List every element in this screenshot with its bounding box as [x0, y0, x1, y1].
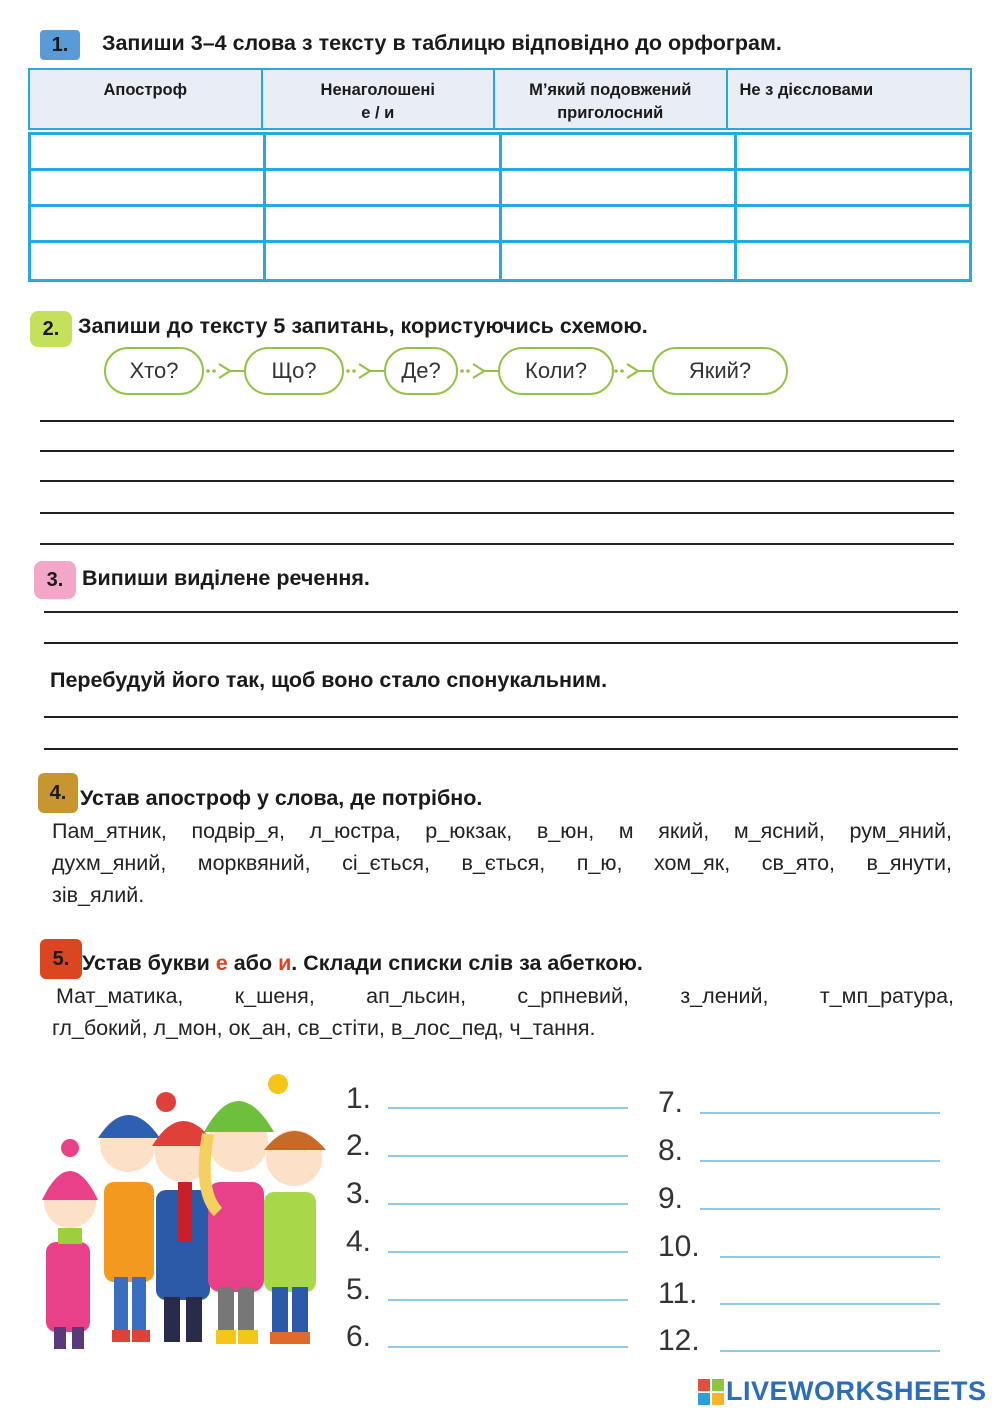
list-number: 3.: [346, 1177, 372, 1210]
scheme-when: Коли?: [498, 347, 614, 395]
answer-cell[interactable]: [266, 171, 501, 204]
answer-cell[interactable]: [502, 135, 737, 168]
task3-title: Випиши виділене речення.: [82, 566, 370, 590]
liveworksheets-logo: [698, 1376, 987, 1407]
answer-line[interactable]: [720, 1256, 940, 1258]
column-header: Не з дієсловами: [739, 81, 874, 99]
task2-number: 2.: [42, 317, 60, 340]
answer-line[interactable]: [44, 642, 958, 644]
list-number: 11.: [658, 1277, 698, 1310]
answer-line[interactable]: [388, 1346, 628, 1348]
task5-badge: [40, 939, 82, 979]
list-number: 2.: [346, 1129, 372, 1162]
task3-number: 3.: [46, 568, 64, 591]
answer-line[interactable]: [44, 748, 958, 750]
task4-line: духм_яний, морквяний, сі_ється, в_ється, п_ю, хом_як, св_ято, в_янути,: [52, 851, 952, 875]
task4-title: Устав апостроф у слова, де потрібно.: [80, 786, 483, 810]
answer-line[interactable]: [44, 611, 958, 613]
answer-cell[interactable]: [266, 243, 501, 279]
table-header: [28, 68, 972, 130]
task3-badge: [34, 561, 76, 599]
answer-line[interactable]: [720, 1350, 940, 1352]
orthogram-table: [28, 68, 972, 282]
table-row: [31, 135, 969, 171]
scheme-what: Що?: [244, 347, 344, 395]
list-number: 9.: [658, 1182, 684, 1215]
task1-badge: [40, 30, 80, 60]
list-number: 6.: [346, 1320, 372, 1353]
answer-cell[interactable]: [737, 243, 969, 279]
children-illustration: [38, 1072, 338, 1357]
answer-cell[interactable]: [266, 207, 501, 240]
letter-y: и: [278, 951, 292, 975]
answer-cell[interactable]: [737, 135, 969, 168]
task1-title: Запиши 3–4 слова з тексту в таблицю відповідно до орфограм.: [102, 31, 782, 55]
answer-line[interactable]: [388, 1251, 628, 1253]
answer-line[interactable]: [40, 420, 954, 422]
answer-cell[interactable]: [31, 207, 266, 240]
answer-cell[interactable]: [502, 207, 737, 240]
task2-badge: [30, 311, 72, 347]
task4-number: 4.: [49, 781, 67, 804]
answer-line[interactable]: [700, 1160, 940, 1162]
arrow-icon: [612, 360, 652, 382]
answer-line[interactable]: [388, 1107, 628, 1109]
answer-cell[interactable]: [31, 243, 266, 279]
table-row: [31, 243, 969, 279]
answer-cell[interactable]: [502, 243, 737, 279]
list-number: 5.: [346, 1273, 372, 1306]
answer-line[interactable]: [720, 1303, 940, 1305]
arrow-icon: [204, 360, 244, 382]
arrow-icon: [344, 360, 384, 382]
logo-icon: [698, 1379, 724, 1405]
list-number: 1.: [346, 1082, 372, 1115]
list-number: 8.: [658, 1134, 684, 1167]
task1-number: 1.: [51, 33, 69, 56]
answer-line[interactable]: [388, 1155, 628, 1157]
task5-title: Устав букви е або и. Склади списки слів за абеткою.: [82, 951, 643, 975]
answer-cell[interactable]: [31, 171, 266, 204]
logo-text: LIVEWORKSHEETS: [726, 1376, 987, 1406]
list-number: 7.: [658, 1086, 684, 1119]
answer-cell[interactable]: [502, 171, 737, 204]
scheme-who: Хто?: [104, 347, 204, 395]
answer-line[interactable]: [44, 716, 958, 718]
answer-line[interactable]: [40, 480, 954, 482]
answer-cell[interactable]: [737, 171, 969, 204]
answer-line[interactable]: [40, 450, 954, 452]
answer-cell[interactable]: [737, 207, 969, 240]
column-header: Ненаголошені е / и: [263, 70, 496, 128]
task4-line: зів_ялий.: [52, 883, 145, 907]
scheme-where: Де?: [384, 347, 458, 395]
task5-number: 5.: [52, 947, 70, 970]
column-header: М’який подовжений приголосний: [495, 70, 728, 128]
task5-line: гл_бокий, л_мон, ок_ан, св_стіти, в_лос_пед, ч_тання.: [52, 1016, 596, 1040]
task3-subtitle: Перебудуй його так, щоб воно стало спонукальним.: [50, 668, 608, 692]
task4-line: Пам_ятник, подвір_я, л_юстра, р_юкзак, в_юн, м який, м_ясний, рум_яний,: [52, 819, 952, 843]
arrow-icon: [458, 360, 498, 382]
answer-line[interactable]: [40, 543, 954, 545]
answer-line[interactable]: [388, 1203, 628, 1205]
letter-e: е: [215, 951, 228, 975]
list-number: 4.: [346, 1225, 372, 1258]
table-body: [28, 132, 972, 282]
table-row: [31, 171, 969, 207]
task4-badge: [38, 773, 78, 813]
task5-line: Мат_матика, к_шеня, ап_льсин, с_рпневий, з_лений, т_мп_ратура,: [56, 984, 954, 1008]
answer-line[interactable]: [388, 1299, 628, 1301]
task2-title: Запиши до тексту 5 запитань, користуючись схемою.: [78, 314, 648, 338]
list-number: 10.: [658, 1230, 700, 1263]
answer-line[interactable]: [700, 1112, 940, 1114]
table-row: [31, 207, 969, 243]
answer-cell[interactable]: [31, 135, 266, 168]
answer-cell[interactable]: [266, 135, 501, 168]
answer-line[interactable]: [40, 512, 954, 514]
column-header: Апостроф: [30, 70, 263, 128]
answer-line[interactable]: [700, 1208, 940, 1210]
list-number: 12.: [658, 1324, 700, 1357]
scheme-which: Який?: [652, 347, 788, 395]
